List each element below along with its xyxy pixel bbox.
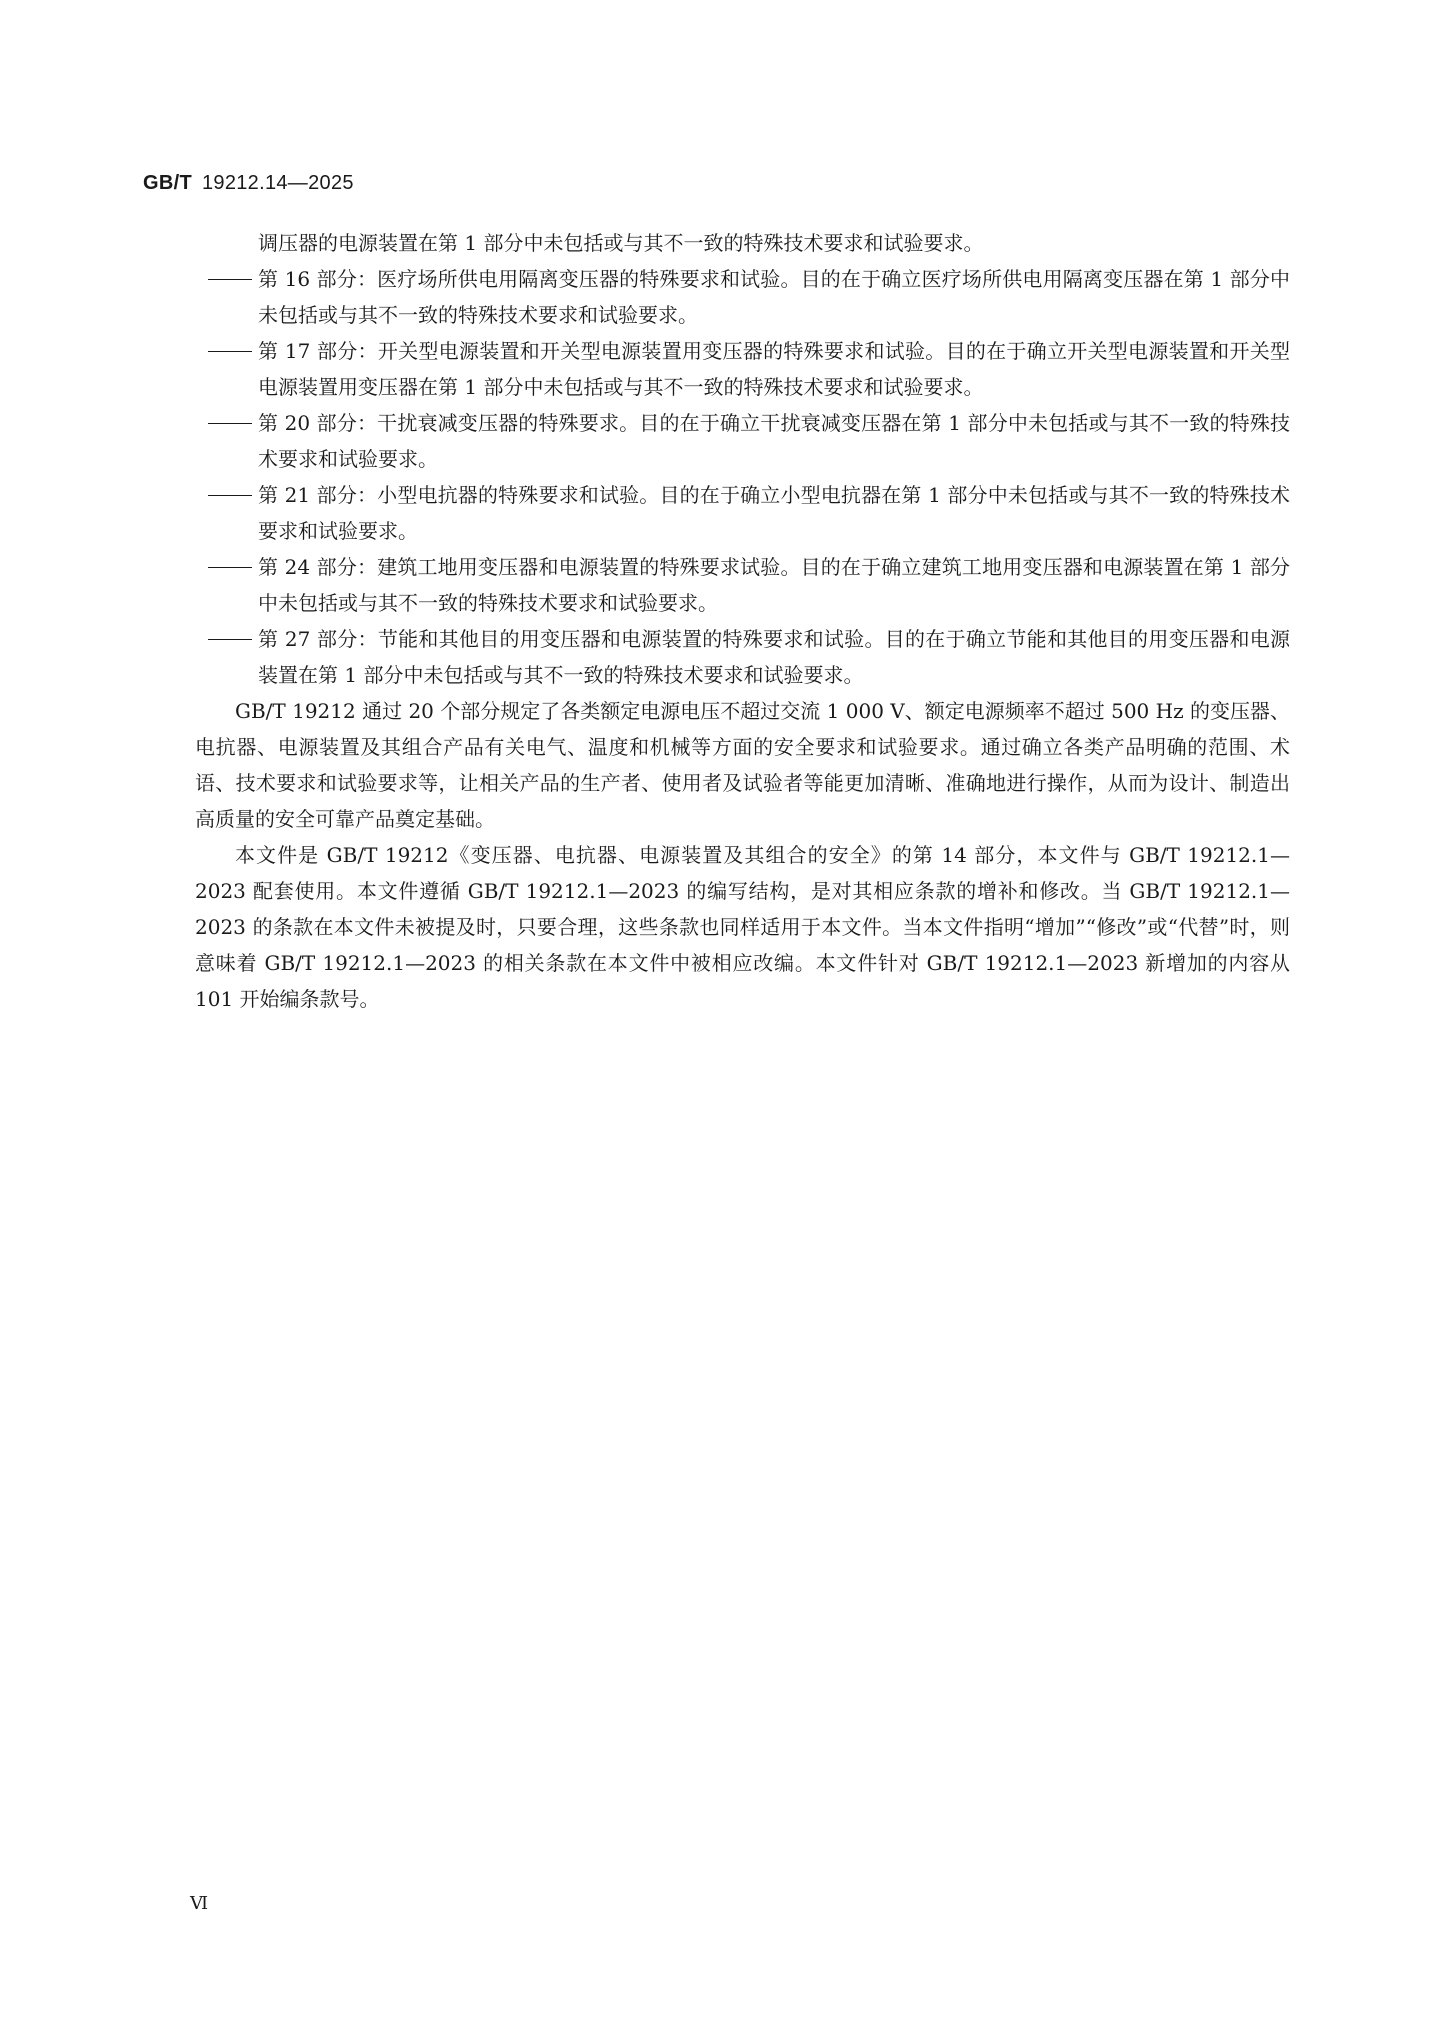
standard-prefix: GB/T (143, 172, 192, 194)
part-item-text: 第 21 部分：小型电抗器的特殊要求和试验。目的在于确立小型电抗器在第 1 部分中未包括或与其不一致的特殊技术要求和试验要求。 (258, 483, 1290, 543)
part-item-24 (196, 549, 1290, 621)
part-item-17 (196, 333, 1290, 405)
part-item-text: 第 24 部分：建筑工地用变压器和电源装置的特殊要求试验。目的在于确立建筑工地用变压器和电源装置在第 1 部分中未包括或与其不一致的特殊技术要求和试验要求。 (258, 555, 1290, 615)
part-item-27 (196, 621, 1290, 693)
scope-paragraph: GB/T 19212 通过 20 个部分规定了各类额定电源电压不超过交流 1 000 V、额定电源频率不超过 500 Hz 的变压器、电抗器、电源装置及其组合产品有关电气、温度和机械等方面的安全要求和试验要求。通过确立各类产品明确的范围、术语、技术要求和试验要求等，让相关产品的生产者、使用者及试验者等能更加清晰、准确地进行操作，从而为设计、制造出高质量的安全可靠产品奠定基础。 (195, 699, 1290, 831)
standard-number: 19212.14—2025 (201, 172, 354, 194)
part-item-text: 第 20 部分：干扰衰减变压器的特殊要求。目的在于确立干扰衰减变压器在第 1 部分中未包括或与其不一致的特殊技术要求和试验要求。 (258, 411, 1290, 471)
part-item-20 (196, 405, 1290, 477)
continuation-line: 调压器的电源装置在第 1 部分中未包括或与其不一致的特殊技术要求和试验要求。 (258, 231, 984, 255)
standard-header (143, 172, 354, 195)
part-item-text: 第 27 部分：节能和其他目的用变压器和电源装置的特殊要求和试验。目的在于确立节能和其他目的用变压器和电源装置在第 1 部分中未包括或与其不一致的特殊技术要求和试验要求。 (258, 627, 1290, 687)
part-item-text: 第 16 部分：医疗场所供电用隔离变压器的特殊要求和试验。目的在于确立医疗场所供电用隔离变压器在第 1 部分中未包括或与其不一致的特殊技术要求和试验要求。 (258, 267, 1290, 327)
page-number: Ⅵ (190, 1893, 209, 1914)
relationship-paragraph: 本文件是 GB/T 19212《变压器、电抗器、电源装置及其组合的安全》的第 14 部分，本文件与 GB/T 19212.1—2023 配套使用。本文件遵循 GB/T 19212.1—2023 的编写结构，是对其相应条款的增补和修改。当 GB/T 19212.1—2023 的条款在本文件未被提及时，只要合理，这些条款也同样适用于本文件。当本文件指明“增加”“修改”或“代替”时，则意味着 GB/T 19212.1—2023 的相关条款在本文件中被相应改编。本文件针对 GB/T 19212.1—2023 新增加的内容从 101 开始编条款号。 (195, 843, 1290, 1011)
part-item-16 (196, 261, 1290, 333)
document-body (196, 225, 1290, 1017)
part-item-21 (196, 477, 1290, 549)
part-item-text: 第 17 部分：开关型电源装置和开关型电源装置用变压器的特殊要求和试验。目的在于确立开关型电源装置和开关型电源装置用变压器在第 1 部分中未包括或与其不一致的特殊技术要求和试验要求。 (258, 339, 1290, 399)
